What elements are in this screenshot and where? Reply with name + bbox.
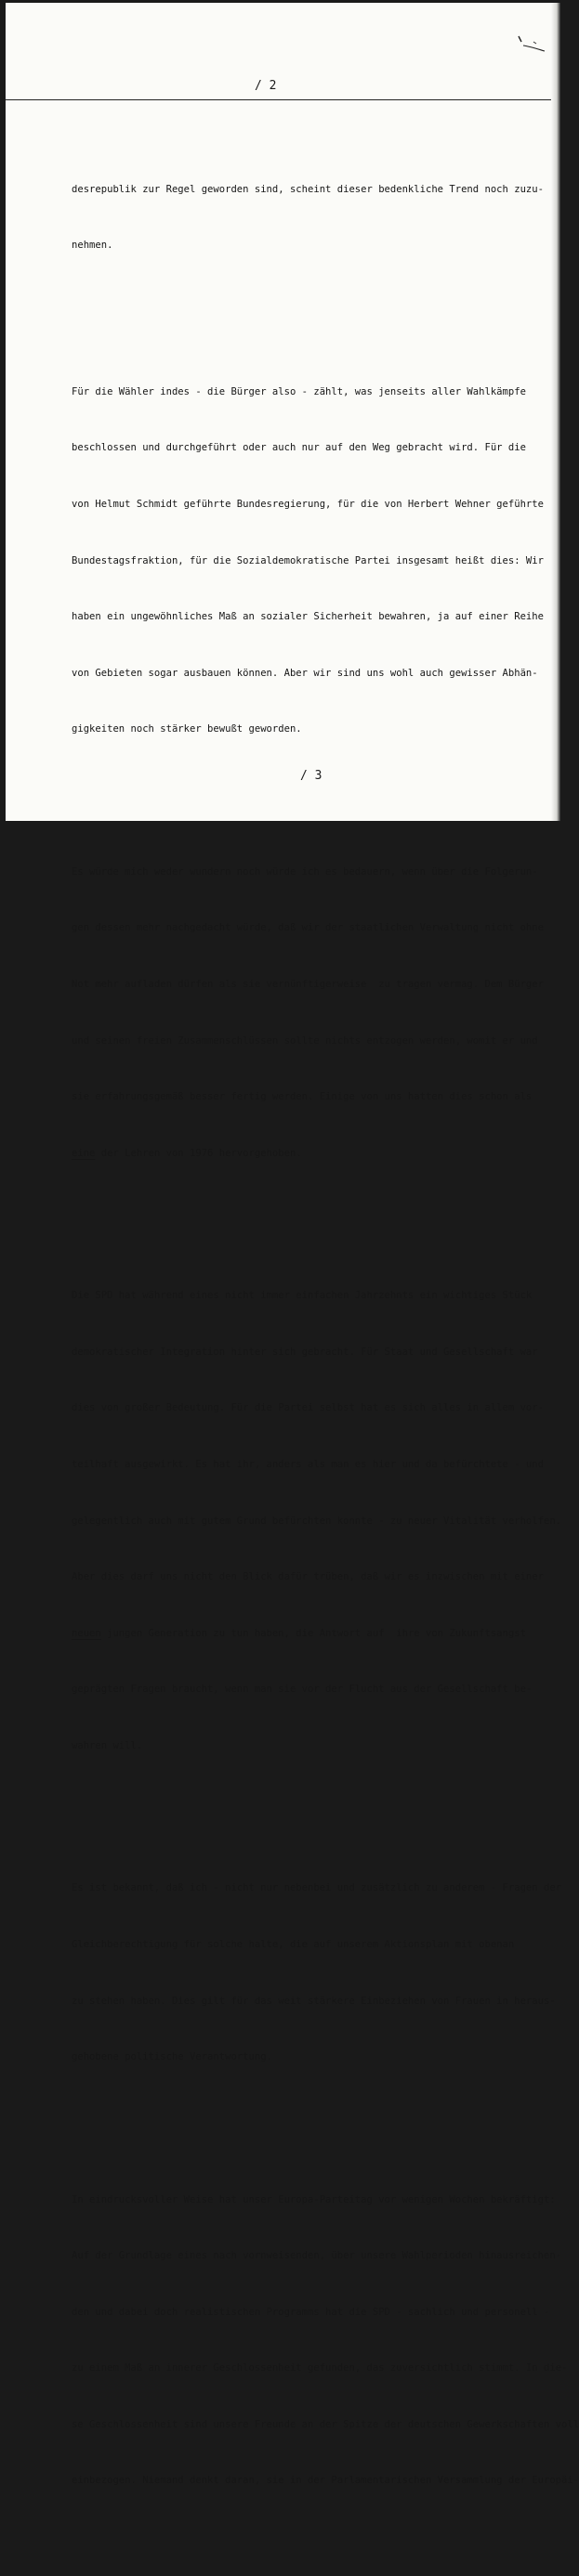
text-line: Bundestagsfraktion, für die Sozialdemokratische Partei insgesamt heißt dies: Wir bbox=[72, 554, 544, 566]
scan-edge bbox=[551, 3, 560, 821]
header-page-marker: / 2 bbox=[255, 79, 277, 93]
text-line: Not mehr aufladen dürfen als sie vernünftigerweise zu tragen vermag. Dem Bürger bbox=[72, 978, 544, 990]
text-line: gigkeiten noch stärker bewußt geworden. bbox=[72, 723, 302, 735]
header-rule bbox=[6, 99, 560, 100]
text-line: Für die Wähler indes - die Bürger also - zählt, was jenseits aller Wahlkämpfe bbox=[72, 385, 526, 397]
paragraph bbox=[72, 1249, 573, 1793]
text-line: und seinen freien Zusammenschlüssen sollte nichts entzogen werden, womit er und bbox=[72, 1034, 538, 1047]
text-line: Auf der Grundlage eines nach vornweisenden, über unsere Wahlperioden hinausreichen- bbox=[72, 2250, 562, 2262]
text-line: von Gebieten sogar ausbauen können. Aber wir sind uns wohl auch gewisser Abhän- bbox=[72, 667, 538, 679]
text-line: den und dabei doch realistischen Programms hat die SPD - sachlich und personell - bbox=[72, 2306, 550, 2318]
body-text bbox=[72, 105, 579, 2576]
text-line: einbezogen. Niemand denkt daran, sie in der Parlamentarischen Versammlung der Europäi- bbox=[72, 2475, 579, 2487]
text-line: Es ist bekannt, daß ich - nicht nur nebenbei und zusätzlich zu anderem - Fragen der bbox=[72, 1882, 562, 1894]
paragraph bbox=[72, 1841, 573, 2104]
text-line: Gleichberechtigung für solche halte, die auf unserem Aktionsplan mit obenan bbox=[72, 1938, 515, 1950]
text-line: wahren will. bbox=[72, 1739, 143, 1751]
footer-page-marker: / 3 bbox=[300, 769, 322, 783]
paragraph bbox=[72, 345, 573, 776]
text-line: teilhaft ausgewirkt. Es hat ihr, anders als man es hier und da befürchtete - und bbox=[72, 1458, 544, 1470]
text-line: dies von großer Bedeutung. Für die Partei selbst hat es sich alles in allem vor- bbox=[72, 1402, 544, 1414]
text-line: gen dessen mehr nachgedacht würde, daß wir der staatlichen Verwaltung nicht ohne bbox=[72, 922, 544, 934]
underlined-word: eine bbox=[72, 1147, 96, 1159]
text-line: Die SPD hat während eines nicht immer einfachen Jahrzehnts ein wichtiges Stück bbox=[72, 1290, 533, 1302]
text-line: beschlossen und durchgeführt oder auch nur auf den Weg gebracht wird. Für die bbox=[72, 442, 526, 454]
text-line: eine der Lehren von 1976 hervorgehoben. bbox=[72, 1147, 302, 1159]
text-line: demokratischer Integration hinter sich gebracht. Für Staat und Gesellschaft war bbox=[72, 1346, 538, 1358]
text-line: se Geschlossenheit sind unsere Freunde an der Spitze der deutschen Gewerkschaften voll bbox=[72, 2418, 579, 2430]
text-line: desrepublik zur Regel geworden sind, scheint dieser bedenkliche Trend noch zuzu- bbox=[72, 183, 544, 195]
corner-scribble-mark bbox=[515, 34, 548, 57]
text-line: gehobene politische Verantwortung. bbox=[72, 2051, 272, 2063]
text-line: sie erfahrungsgemäß besser fertig werden. Einige von uns hatten dies schon als bbox=[72, 1091, 533, 1103]
text-line: von Helmut Schmidt geführte Bundesregierung, für die von Herbert Wehner geführte bbox=[72, 499, 544, 510]
paragraph bbox=[72, 825, 573, 1200]
text-line: zu einem Maß an innerer Geschlossenheit gefunden, das zuversichtlich stimmt. In die- bbox=[72, 2362, 568, 2374]
document-page bbox=[6, 3, 579, 2487]
text-line: In eindrucksvoller Weise hat unser Europa-Parteitag vor wenigen Wochen bekräftigt: bbox=[72, 2193, 556, 2205]
paragraph bbox=[72, 2153, 579, 2528]
text-line: geprägten Fragen braucht, wenn man sie vor der Flucht aus der Gesellschaft be- bbox=[72, 1684, 533, 1696]
text-line: gelegentlich auch mit gutem Grund befürchten konnte - zu neuer Vitalität verholfen. bbox=[72, 1515, 562, 1527]
text-line: zu stehen haben. Dies gilt für das weit stärkere Einbeziehen von Frauen in heraus- bbox=[72, 1995, 556, 2007]
text-line: neuen jungen Generation zu tun haben, die Antwort auf ihre von Zukunftsangst bbox=[72, 1627, 526, 1639]
text-line: haben ein ungewöhnliches Maß an sozialer Sicherheit bewahren, ja auf einer Reihe bbox=[72, 611, 544, 623]
text-line: Es würde mich weder wundern noch würde ich es bedauern, wenn über die Folgerun- bbox=[72, 865, 538, 878]
text-line: Aber dies darf uns nicht den Blick dafür trüben, daß wir es inzwischen mit einer bbox=[72, 1571, 544, 1583]
paragraph bbox=[72, 142, 573, 293]
text-line: nehmen. bbox=[72, 240, 113, 252]
underlined-word: neuen bbox=[72, 1627, 101, 1639]
